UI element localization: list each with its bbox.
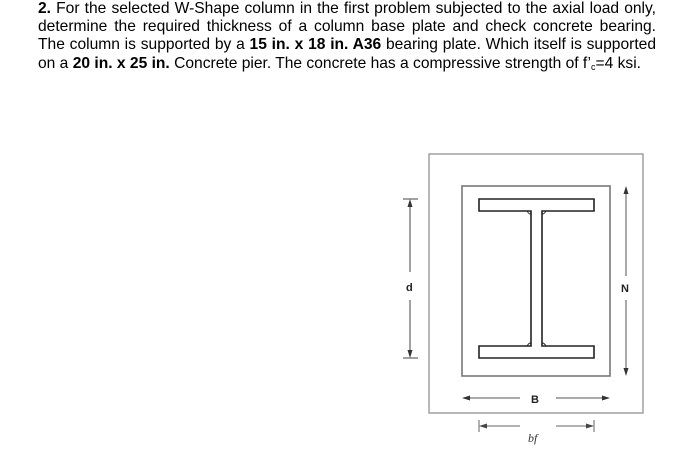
w-shape-section: [479, 199, 594, 358]
label-bf: bf: [528, 431, 538, 445]
dimension-N: [624, 186, 629, 376]
label-d: d: [406, 282, 413, 294]
label-N: N: [621, 283, 629, 295]
problem-text-part-1: For the selected W-Shape column in the first problem subjected to the axial load only, determine the required thickness of a column base plate and check concrete bearing. The column is supported by a: [38, 0, 656, 54]
w-shape-fillets: [527, 211, 546, 346]
problem-text-part-3: Concrete pier. The concrete has a compressive strength of f’: [169, 54, 592, 72]
problem-text-part-2: bearing plate. Which itself is supported on a: [38, 36, 656, 72]
pier-dimensions: 20 in. x 25 in.: [72, 54, 170, 72]
concrete-pier-outline: [429, 154, 643, 413]
label-B: B: [531, 394, 539, 406]
problem-number: 2.: [38, 0, 52, 17]
fc-subscript: c: [591, 61, 596, 72]
dimension-d: [403, 199, 418, 358]
bearing-plate-dimensions: 15 in. x 18 in. A36: [249, 36, 382, 54]
problem-text-part-4: =4 ksi.: [595, 54, 642, 72]
w-shape-outline: [479, 199, 594, 358]
base-plate-outline: [462, 186, 610, 376]
